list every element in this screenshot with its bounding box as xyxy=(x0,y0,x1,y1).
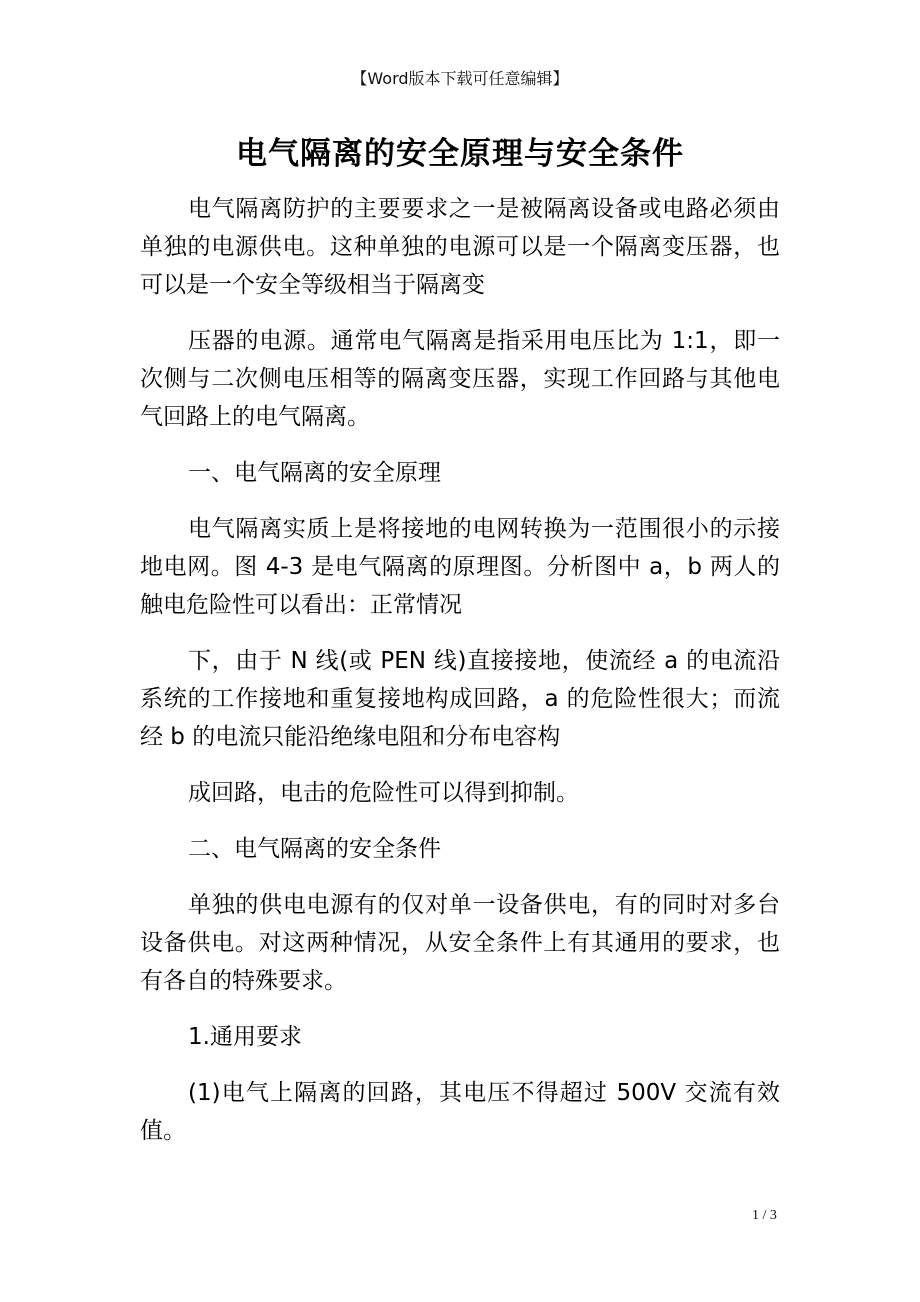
paragraph-5: 成回路，电击的危险性可以得到抑制。 xyxy=(188,780,579,806)
page-number: 1 / 3 xyxy=(752,1208,777,1223)
paragraph-6: 单独的供电电源有的仅对单一设备供电，有的同时对多台设备供电。对这两种情况，从安全条件上有其通用的要求，也有各自的特殊要求。 xyxy=(140,892,780,994)
paragraph-1: 电气隔离防护的主要要求之一是被隔离设备或电路必须由单独的电源供电。这种单独的电源可以是一个隔离变压器，也可以是一个安全等级相当于隔离变 xyxy=(140,196,780,298)
header-note: 【Word版本下载可任意编辑】 xyxy=(351,69,569,88)
paragraph-7: (1)电气上隔离的回路，其电压不得超过 500V 交流有效值。 xyxy=(140,1080,780,1144)
paragraph-2: 压器的电源。通常电气隔离是指采用电压比为 1:1，即一次侧与二次侧电压相等的隔离变压器，实现工作回路与其他电气回路上的电气隔离。 xyxy=(140,328,780,430)
document-title: 电气隔离的安全原理与安全条件 xyxy=(236,136,684,172)
section-heading-2: 二、电气隔离的安全条件 xyxy=(188,836,441,862)
section-heading-1: 一、电气隔离的安全原理 xyxy=(188,460,441,486)
paragraph-4: 下，由于 N 线(或 PEN 线)直接接地，使流经 a 的电流沿系统的工作接地和重复接地构成回路，a 的危险性很大；而流经 b 的电流只能沿绝缘电阻和分布电容构 xyxy=(140,648,780,750)
subheading-general-requirements: 1.通用要求 xyxy=(188,1024,302,1050)
paragraph-3: 电气隔离实质上是将接地的电网转换为一范围很小的示接地电网。图 4-3 是电气隔离的原理图。分析图中 a，b 两人的触电危险性可以看出：正常情况 xyxy=(140,516,780,618)
document-body xyxy=(140,190,780,1150)
